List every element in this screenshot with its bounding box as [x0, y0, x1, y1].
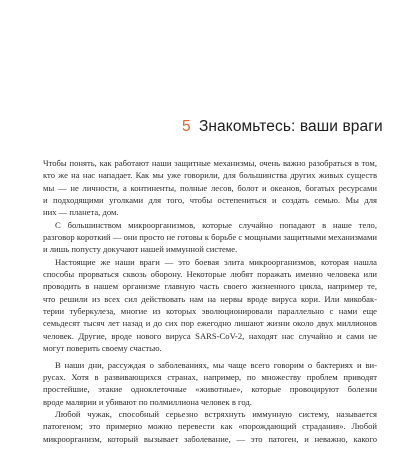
paragraph — [43, 157, 377, 219]
paragraph — [43, 359, 377, 408]
chapter-heading — [182, 116, 402, 138]
text-line: русах. Хотя в развивающихся странах, например, по множеству проблем приводят — [43, 371, 377, 382]
text-line: и подходящими уголками для того, чтобы остепениться и создать семью. Мы для — [43, 195, 377, 206]
text-line: кто же на нас нападает. Как мы уже говорили, для большинства других живых существ — [43, 170, 377, 181]
chapter-number: 5 — [182, 118, 191, 135]
text-line: проводить в нашем организме главную часть своего жизненного цикла, например те, — [43, 281, 377, 292]
text-line: С большинством микроорганизмов, которые случайно попадают в наше тело, — [55, 219, 377, 230]
body-text — [43, 157, 377, 445]
text-line: разговор короткий — они просто не готовы к борьбе с мощными защитными механизмами — [43, 232, 377, 243]
text-line: терии туберкулеза, многие из которых эволюционировали параллельно с нами еще — [43, 306, 377, 317]
text-line: семьдесят тысяч лет назад и до сих пор ежегодно лишают жизни около двух миллионов — [43, 318, 377, 329]
text-line: простейшие, этакие одноклеточные «животные», которые провоцируют болезни — [43, 384, 377, 395]
text-line: них — планета, дом. — [43, 207, 119, 218]
text-line: способы прорваться сквозь оборону. Некоторые любят поражать именно человека или — [43, 269, 377, 280]
text-line: человек. Другие, вроде нового вируса SARS-CoV-2, находят нас случайно и сами не — [43, 330, 377, 341]
chapter-title: Знакомьтесь: ваши враги — [198, 118, 383, 135]
paragraph — [43, 256, 377, 355]
text-line: мы — не личности, а континенты, полные лесов, болот и океанов, богатых ресурсами — [43, 182, 377, 193]
text-line: вроде малярии и убивают по полмиллиона человек в год. — [43, 396, 252, 407]
text-line: В наши дни, рассуждая о заболеваниях, мы чаще всего говорим о бактериях и ви- — [55, 359, 377, 370]
text-line: могут поверить своему счастью. — [43, 343, 162, 354]
paragraph — [43, 408, 377, 445]
text-line: и лишь попусту докучают нашей иммунной системе. — [43, 244, 238, 255]
text-line: патогеном; это примерно можно перевести как «порождающий страдания». Любой — [43, 421, 377, 432]
paragraph — [43, 219, 377, 256]
text-line: Настоящие же наши враги — это боевая элита микроорганизмов, которая нашла — [55, 256, 377, 267]
text-line: микроорганизм, который вызывает заболевание, — это патоген, и неважно, какого — [43, 433, 377, 444]
text-line: что решили из всех сил действовать нам на нервы вроде вируса кори. Или микобак- — [43, 293, 377, 304]
text-line: Любой чужак, способный серьезно встряхнуть иммунную систему, называется — [55, 408, 377, 419]
text-line: Чтобы понять, как работают наши защитные механизмы, очень важно разобраться в том, — [43, 158, 377, 168]
